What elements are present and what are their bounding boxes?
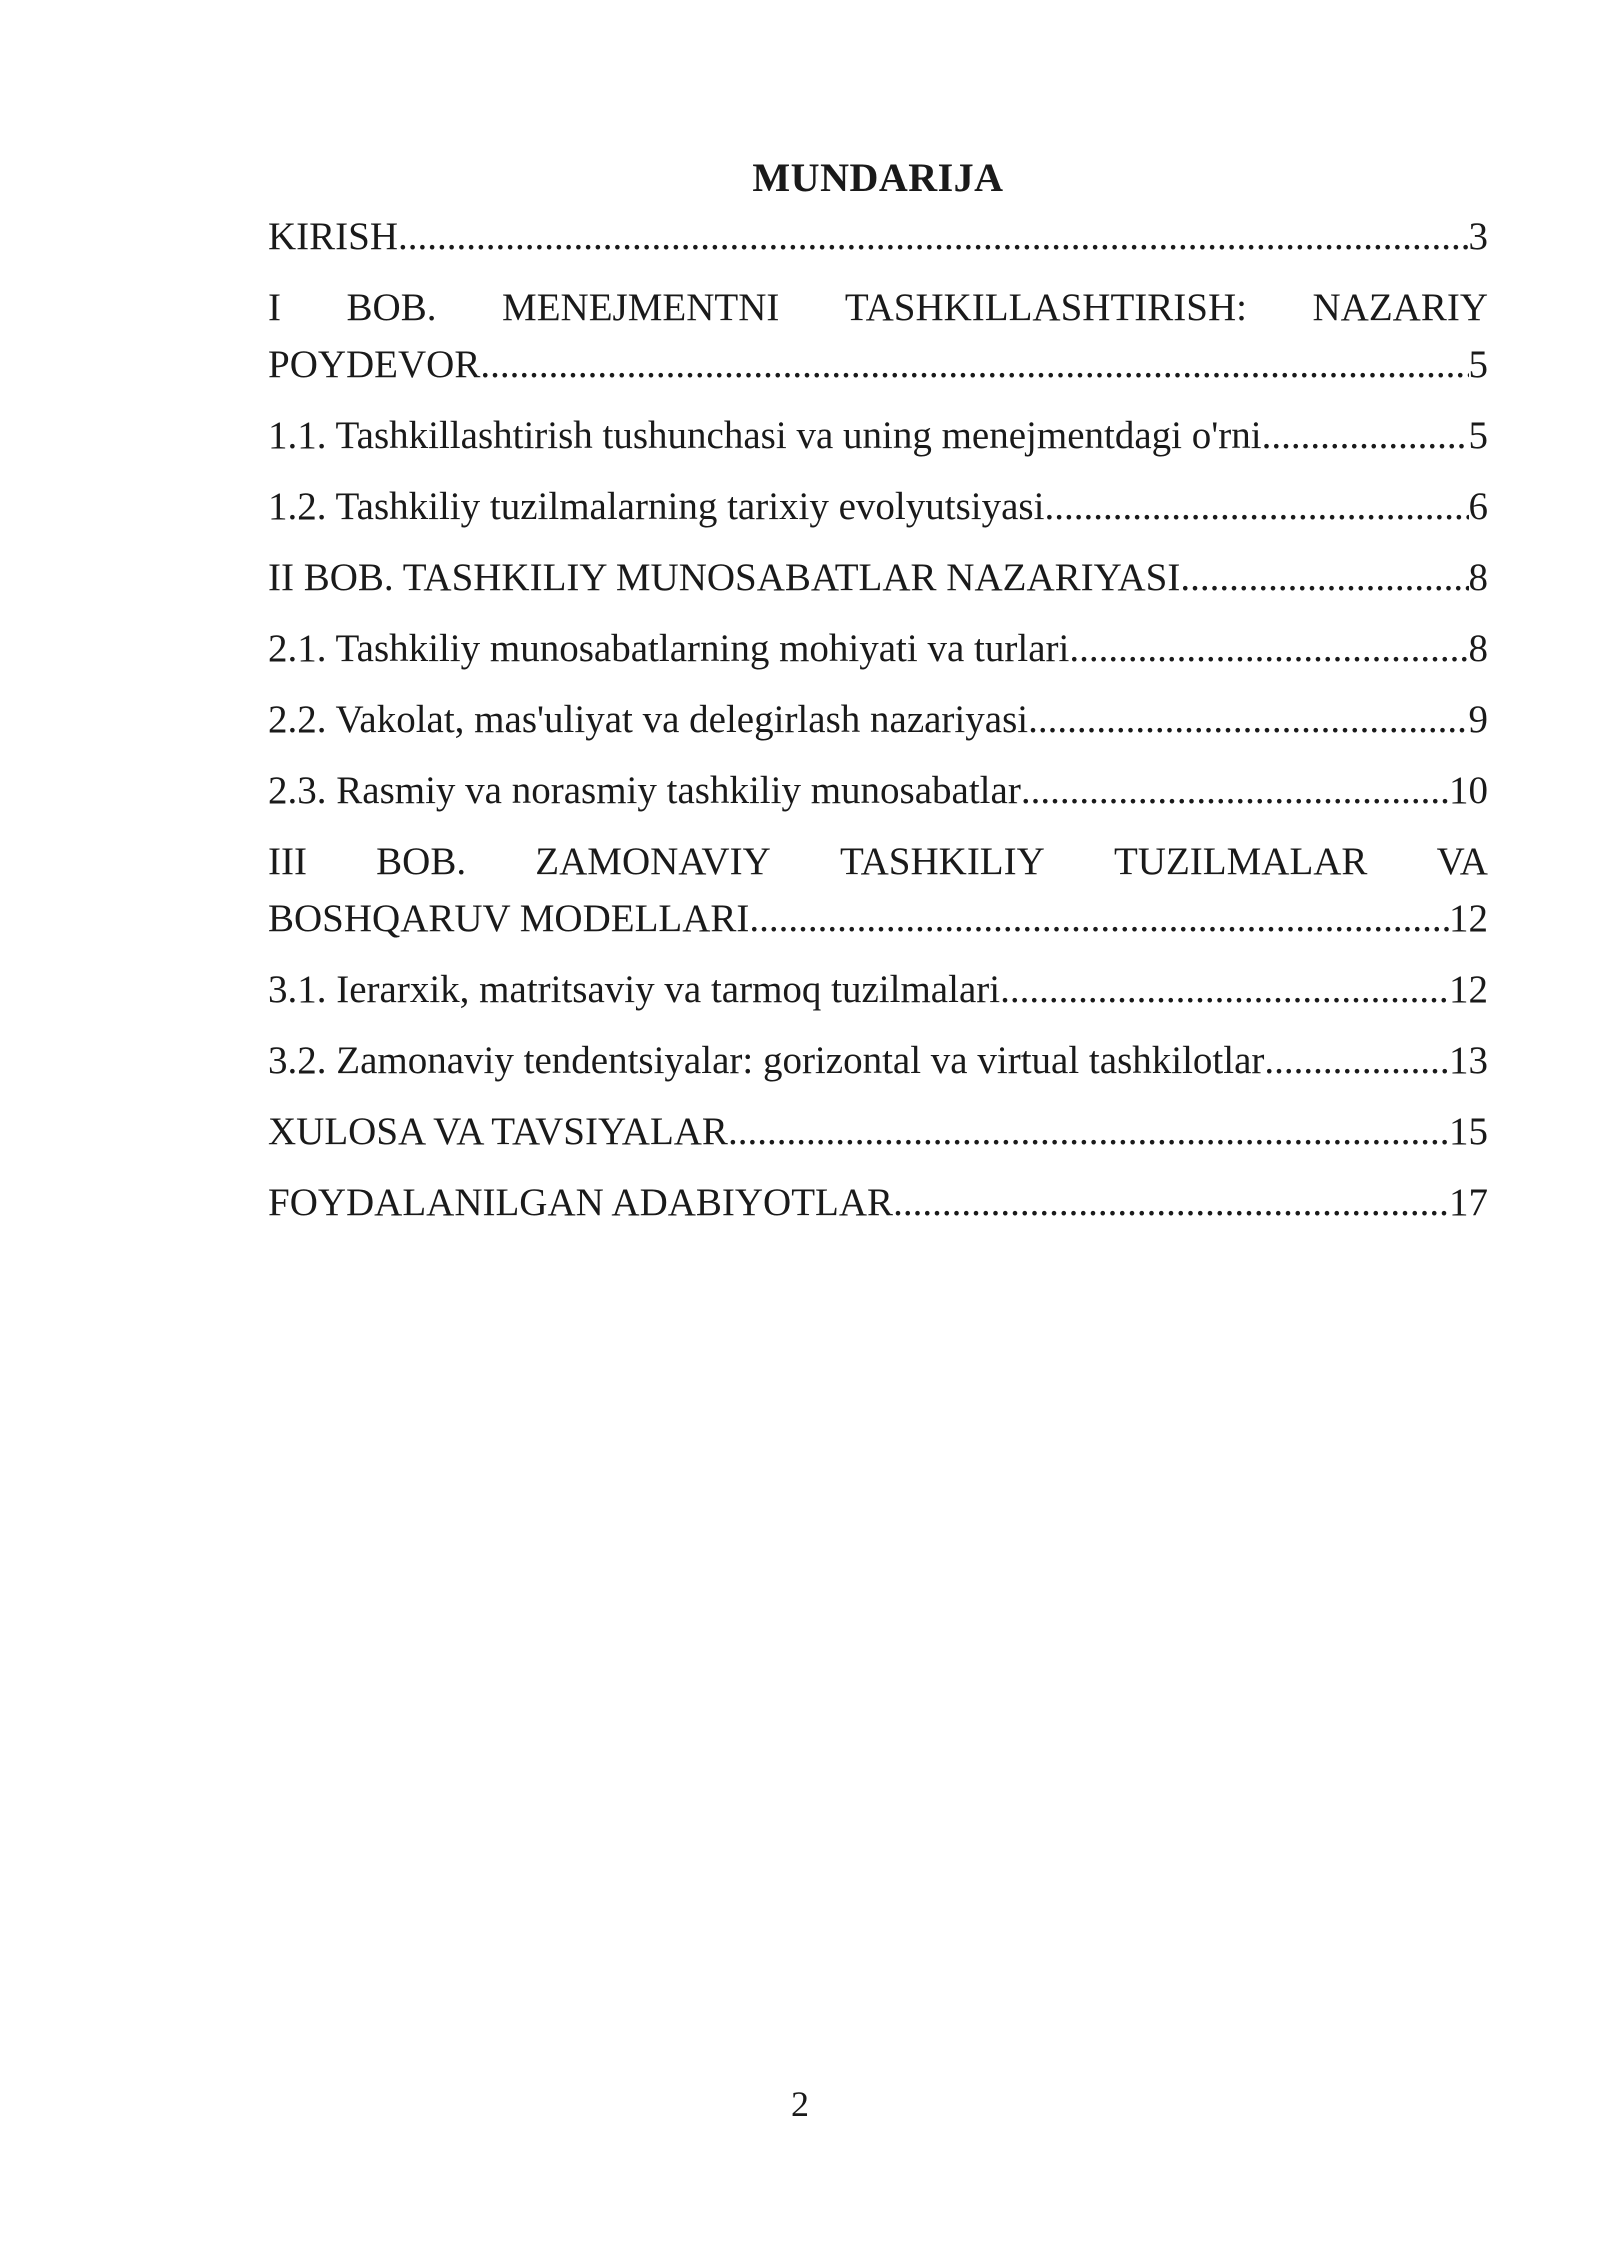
toc-entry xyxy=(268,1103,1488,1160)
toc-entry xyxy=(268,1174,1488,1231)
toc-entry-page: 12 xyxy=(1449,897,1488,940)
toc-entry-title: 1.1. Tashkillashtirish tushunchasi va uning menejmentdagi o'rni xyxy=(268,414,1262,457)
toc-entry-page: 6 xyxy=(1468,485,1488,528)
toc-entry xyxy=(268,691,1488,748)
dot-leader xyxy=(1262,407,1469,464)
toc-entry-title: 1.2. Tashkiliy tuzilmalarning tarixiy evolyutsiyasi xyxy=(268,485,1045,528)
toc-entry-page: 5 xyxy=(1468,414,1488,457)
dot-leader xyxy=(1028,691,1468,748)
toc-entry-page: 10 xyxy=(1449,769,1488,812)
dot-leader xyxy=(749,890,1449,947)
toc-entry-page: 8 xyxy=(1468,627,1488,670)
toc-entry-title: 3.2. Zamonaviy tendentsiyalar: gorizontal va virtual tashkilotlar xyxy=(268,1039,1265,1082)
dot-leader xyxy=(480,336,1468,393)
toc-entry xyxy=(268,208,1488,265)
dot-leader xyxy=(1044,478,1468,535)
toc-entry-title: XULOSA VA TAVSIYALAR xyxy=(268,1110,728,1153)
toc-title: MUNDARIJA xyxy=(752,155,1004,200)
toc-entry-title: 3.1. Ierarxik, matritsaviy va tarmoq tuzilmalari xyxy=(268,968,1001,1011)
toc-entry-page: 3 xyxy=(1468,215,1488,258)
toc-entry-page: 13 xyxy=(1449,1039,1488,1082)
toc-entry-page: 12 xyxy=(1449,968,1488,1011)
toc-entry xyxy=(268,478,1488,535)
toc-entry-title: 2.1. Tashkiliy munosabatlarning mohiyati va turlari xyxy=(268,627,1070,670)
dot-leader xyxy=(728,1103,1449,1160)
dot-leader xyxy=(1000,961,1449,1018)
toc-entry xyxy=(268,833,1488,947)
toc-entry xyxy=(268,961,1488,1018)
dot-leader xyxy=(1069,620,1468,677)
toc-entry-page: 15 xyxy=(1449,1110,1488,1153)
dot-leader xyxy=(1264,1032,1449,1089)
toc-entry-title-line1: III BOB. ZAMONAVIY TASHKILIY TUZILMALAR VA xyxy=(268,840,1488,883)
toc-entry-page: 9 xyxy=(1468,698,1488,741)
toc-entry xyxy=(268,549,1488,606)
dot-leader xyxy=(1021,762,1449,819)
dot-leader xyxy=(1180,549,1468,606)
toc-entry xyxy=(268,762,1488,819)
toc-entry-page: 17 xyxy=(1449,1181,1488,1224)
dot-leader xyxy=(893,1174,1449,1231)
toc-entry-title: BOSHQARUV MODELLARI xyxy=(268,897,750,940)
toc-entry xyxy=(268,279,1488,393)
toc-entry-page: 5 xyxy=(1468,343,1488,386)
toc-entry-page: 8 xyxy=(1468,556,1488,599)
toc-entry-title: II BOB. TASHKILIY MUNOSABATLAR NAZARIYASI xyxy=(268,556,1181,599)
table-of-contents xyxy=(268,208,1488,1245)
toc-entry-title: FOYDALANILGAN ADABIYOTLAR xyxy=(268,1181,894,1224)
toc-entry xyxy=(268,407,1488,464)
toc-entry-title: POYDEVOR xyxy=(268,343,481,386)
dot-leader xyxy=(398,208,1468,265)
page-number: 2 xyxy=(791,2084,809,2124)
toc-entry-title: 2.3. Rasmiy va norasmiy tashkiliy munosabatlar xyxy=(268,769,1021,812)
toc-entry xyxy=(268,1032,1488,1089)
toc-entry-title: KIRISH xyxy=(268,215,399,258)
toc-entry-title: 2.2. Vakolat, mas'uliyat va delegirlash nazariyasi xyxy=(268,698,1029,741)
toc-entry-title-line1: I BOB. MENEJMENTNI TASHKILLASHTIRISH: NAZARIY xyxy=(268,286,1488,329)
toc-entry xyxy=(268,620,1488,677)
